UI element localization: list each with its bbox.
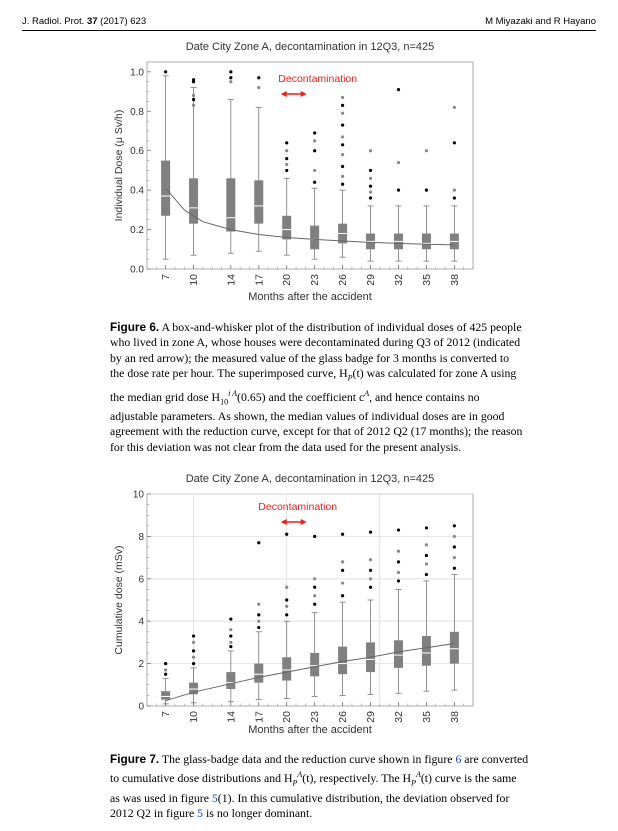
journal-citation: J. Radiol. Prot. 37 (2017) 623 (22, 16, 147, 27)
header-authors: M Miyazaki and R Hayano (485, 16, 596, 27)
outlier-point (313, 535, 316, 538)
chart-title: Date City Zone A, decontamination in 12Q3, n=425 (185, 473, 435, 485)
outlier-point (285, 169, 288, 172)
outlier-point (369, 577, 372, 580)
x-tick-label: 7 (160, 274, 173, 280)
outlier-point (453, 567, 456, 570)
outlier-point (285, 141, 288, 144)
box-plot (366, 149, 375, 261)
outlier-point (453, 189, 456, 192)
outlier-point (229, 70, 232, 73)
outlier-point (341, 165, 344, 168)
outlier-point (192, 94, 195, 97)
figure-ref-link[interactable]: 5 (211, 790, 218, 805)
outlier-point (341, 560, 344, 563)
x-tick-label: 20 (281, 711, 294, 723)
y-tick-label: 0.0 (130, 264, 144, 276)
outlier-point (425, 554, 428, 557)
outlier-point (257, 626, 260, 629)
outlier-point (229, 634, 232, 637)
figure-7-chart (0, 470, 618, 740)
outlier-point (313, 169, 316, 172)
x-tick-label: 10 (188, 711, 201, 723)
outlier-point (313, 181, 316, 184)
outlier-point (453, 141, 456, 144)
arrow-head-right (301, 519, 307, 525)
outlier-point (229, 641, 232, 644)
box (282, 216, 291, 240)
box-plot (254, 76, 263, 251)
x-tick-label: 35 (420, 274, 433, 286)
x-tick-label: 7 (160, 711, 173, 717)
outlier-point (257, 603, 260, 606)
x-tick-label: 23 (309, 711, 322, 723)
decontamination-label: Decontamination (278, 73, 358, 85)
box-plot (161, 70, 170, 259)
box (422, 636, 431, 666)
outlier-point (341, 153, 344, 156)
box-plot (310, 535, 319, 697)
outlier-point (425, 562, 428, 565)
x-tick-label: 35 (420, 711, 433, 723)
outlier-point (341, 533, 344, 536)
outlier-point (341, 104, 344, 107)
box (161, 161, 170, 216)
outlier-point (397, 571, 400, 574)
outlier-point (369, 531, 372, 534)
outlier-point (453, 524, 456, 527)
box (161, 691, 170, 699)
y-tick-label: 0.8 (130, 106, 144, 118)
x-tick-label: 14 (225, 274, 238, 286)
arrow-head-right (301, 91, 307, 97)
x-tick-label: 26 (337, 711, 350, 723)
outlier-point (425, 526, 428, 529)
y-tick-label: 0.6 (130, 146, 144, 158)
box-plot (161, 662, 170, 704)
figure-7-caption: Figure 7. The glass-badge data and the reduction curve shown in figure 6 are converted to cumulative dose distributions and $H_P^A(t)$, respectively. The $H_P^A(t)$ curve is the same as was used in figure 5(1). In this cumulative distribution, the deviation observed for 2012 Q2 in figure 5 is no longer dominant. (110, 752, 529, 821)
box (226, 672, 235, 689)
box (189, 178, 198, 223)
outlier-point (285, 163, 288, 166)
outlier-point (257, 620, 260, 623)
box-plot (338, 96, 347, 257)
outlier-point (425, 149, 428, 152)
arrow-head-left (281, 91, 287, 97)
outlier-point (369, 149, 372, 152)
outlier-point (453, 196, 456, 199)
y-tick-label: 0.2 (130, 225, 144, 237)
x-axis-label: Months after the accident (248, 291, 372, 303)
box-plot (450, 524, 459, 690)
outlier-point (164, 668, 167, 671)
outlier-point (397, 560, 400, 563)
outlier-point (229, 628, 232, 631)
y-tick-label: 6 (138, 574, 144, 586)
outlier-point (285, 605, 288, 608)
outlier-point (313, 577, 316, 580)
box-plot (226, 617, 235, 701)
outlier-point (164, 70, 167, 73)
outlier-point (192, 649, 195, 652)
outlier-point (257, 613, 260, 616)
box (422, 234, 431, 250)
x-tick-label: 32 (392, 274, 405, 286)
box (310, 653, 319, 676)
outlier-point (369, 586, 372, 589)
outlier-point (397, 528, 400, 531)
outlier-point (257, 76, 260, 79)
box (254, 180, 263, 223)
figure-ref-link[interactable]: 5 (197, 806, 204, 821)
x-tick-label: 38 (448, 274, 461, 286)
outlier-point (397, 579, 400, 582)
outlier-point (285, 598, 288, 601)
outlier-point (369, 191, 372, 194)
arrow-head-left (281, 519, 287, 525)
outlier-point (192, 634, 195, 637)
figure-6-chart (0, 30, 618, 340)
box (338, 647, 347, 675)
y-axis-label: Cumulative dose (mSv) (113, 545, 125, 655)
outlier-point (397, 550, 400, 553)
outlier-point (425, 543, 428, 546)
y-tick-label: 8 (138, 531, 144, 543)
box (450, 632, 459, 664)
outlier-point (313, 139, 316, 142)
outlier-point (313, 586, 316, 589)
outlier-point (369, 558, 372, 561)
figure-ref-link[interactable]: 6 (455, 752, 462, 766)
box-plot (394, 88, 403, 261)
outlier-point (192, 656, 195, 659)
outlier-point (313, 603, 316, 606)
outlier-point (229, 617, 232, 620)
y-axis-label: Individual Dose (μ Sv/h) (113, 109, 125, 222)
outlier-point (229, 76, 232, 79)
outlier-point (313, 131, 316, 134)
box-plot (338, 533, 347, 696)
y-tick-label: 10 (132, 489, 144, 501)
outlier-point (257, 86, 260, 89)
outlier-point (453, 106, 456, 109)
outlier-point (425, 573, 428, 576)
outlier-point (341, 175, 344, 178)
outlier-point (453, 545, 456, 548)
outlier-point (192, 104, 195, 107)
box-plot (254, 541, 263, 699)
reduction-curve (166, 644, 455, 701)
outlier-point (313, 594, 316, 597)
outlier-point (453, 535, 456, 538)
y-tick-label: 2 (138, 659, 144, 671)
chart-title: Date City Zone A, decontamination in 12Q3, n=425 (185, 41, 435, 53)
outlier-point (313, 149, 316, 152)
x-tick-label: 17 (253, 274, 266, 286)
outlier-point (341, 581, 344, 584)
box (394, 640, 403, 668)
x-tick-label: 10 (188, 274, 201, 286)
figure-6-caption: Figure 6. A box-and-whisker plot of the distribution of individual doses of 425 people who lived in zone A, whose houses were decontaminated during Q3 of 2012 (indicated by an red arrow); the measured value of the glass badge for 3 months is converted to the dose rate per hour. The superimposed curve, $H_P(t)$ was calculated for zone A using the median grid dose $H_{10}^{i A}(0.65)$ and the coefficient $c^A$, and hence contains no adjustable parameters. As shown, the median values of individual doses are in good agreement with the reduction curve, except for that of 2012 Q2 (17 months); the reason for this deviation was not clear from the data used for the present analysis. (110, 320, 523, 454)
outlier-point (257, 541, 260, 544)
y-tick-label: 4 (138, 616, 144, 628)
outlier-point (285, 157, 288, 160)
outlier-point (341, 123, 344, 126)
y-tick-label: 1.0 (130, 67, 144, 79)
outlier-point (192, 78, 195, 81)
running-header (22, 16, 596, 30)
outlier-point (285, 586, 288, 589)
decontamination-label: Decontamination (258, 501, 338, 513)
x-tick-label: 29 (365, 711, 378, 723)
outlier-point (192, 662, 195, 665)
x-tick-label: 20 (281, 274, 294, 286)
x-tick-label: 38 (448, 711, 461, 723)
box-plot (366, 531, 375, 695)
box-plot (189, 78, 198, 255)
outlier-point (341, 112, 344, 115)
outlier-point (285, 149, 288, 152)
box (226, 178, 235, 231)
x-tick-label: 32 (392, 711, 405, 723)
outlier-point (341, 135, 344, 138)
outlier-point (229, 645, 232, 648)
outlier-point (341, 594, 344, 597)
x-tick-label: 23 (309, 274, 322, 286)
outlier-point (164, 662, 167, 665)
outlier-point (164, 673, 167, 676)
outlier-point (285, 533, 288, 536)
outlier-point (369, 177, 372, 180)
box (282, 657, 291, 680)
outlier-point (285, 613, 288, 616)
outlier-point (341, 96, 344, 99)
outlier-point (369, 196, 372, 199)
outlier-point (369, 569, 372, 572)
y-tick-label: 0 (138, 701, 144, 713)
x-tick-label: 14 (225, 711, 238, 723)
outlier-point (369, 185, 372, 188)
outlier-point (192, 98, 195, 101)
outlier-point (192, 641, 195, 644)
outlier-point (397, 161, 400, 164)
box-plot (394, 528, 403, 693)
outlier-point (229, 80, 232, 83)
x-axis-label: Months after the accident (248, 724, 372, 736)
x-tick-label: 29 (365, 274, 378, 286)
outlier-point (341, 183, 344, 186)
reduction-curve (166, 188, 455, 245)
outlier-point (397, 189, 400, 192)
box-plot (422, 526, 431, 691)
x-tick-label: 26 (337, 274, 350, 286)
outlier-point (453, 556, 456, 559)
outlier-point (369, 169, 372, 172)
outlier-point (397, 88, 400, 91)
outlier-point (341, 569, 344, 572)
plot-frame (147, 494, 473, 706)
box (310, 226, 319, 250)
x-tick-label: 17 (253, 711, 266, 723)
box-plot (226, 70, 235, 253)
y-tick-label: 0.4 (130, 185, 144, 197)
outlier-point (425, 189, 428, 192)
outlier-point (341, 143, 344, 146)
box-plot (450, 106, 459, 261)
box (254, 664, 263, 683)
